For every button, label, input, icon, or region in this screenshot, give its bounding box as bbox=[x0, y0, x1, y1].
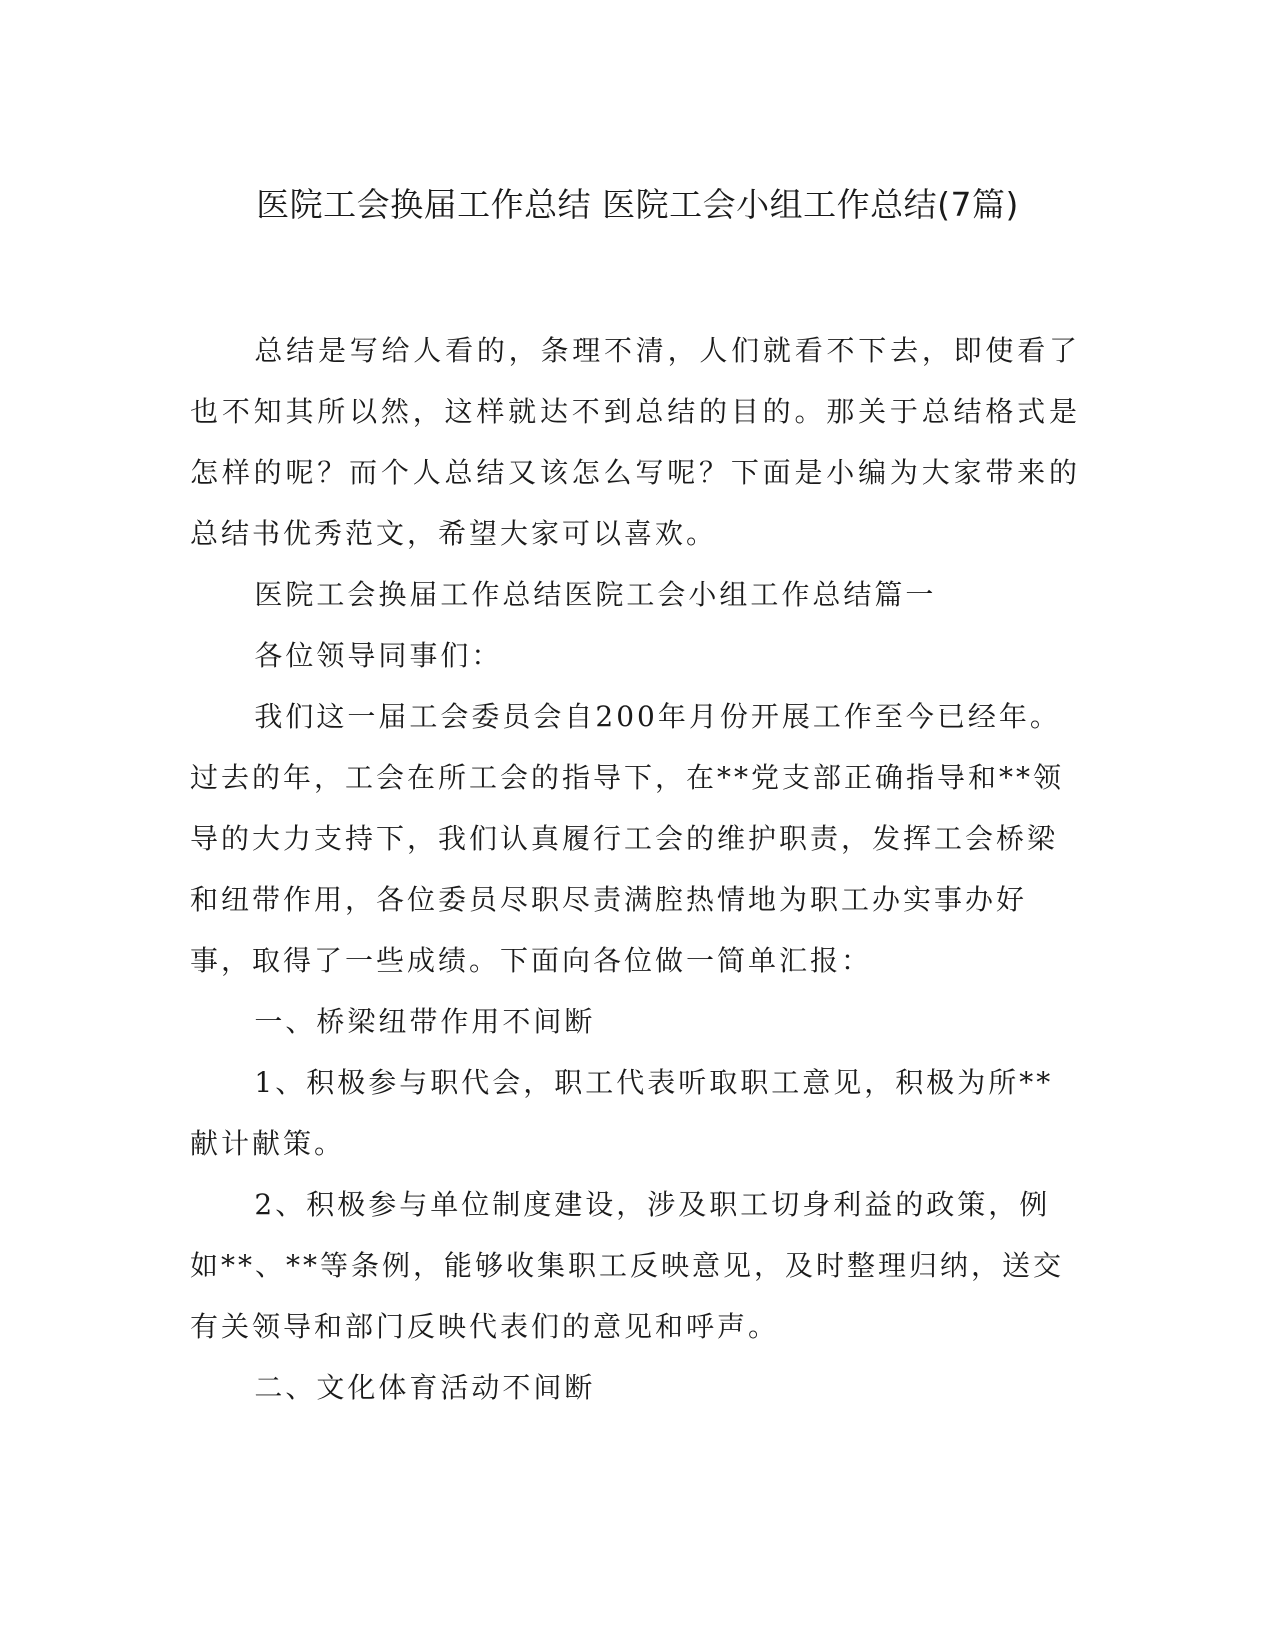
document-title: 医院工会换届工作总结 医院工会小组工作总结(7篇) bbox=[256, 185, 1019, 224]
section-heading: 医院工会换届工作总结医院工会小组工作总结篇一 bbox=[254, 578, 937, 611]
salutation: 各位领导同事们： bbox=[254, 639, 503, 672]
document-body bbox=[190, 320, 1080, 1418]
list-item: 1、积极参与职代会，职工代表听取职工意见，积极为所**献计献策。 bbox=[190, 1066, 1054, 1160]
body-paragraph: 我们这一届工会委员会自200年月份开展工作至今已经年。过去的年，工会在所工会的指导下，在**党支部正确指导和**领导的大力支持下，我们认真履行工会的维护职责，发挥工会桥梁和纽带作用，各位委员尽职尽责满腔热情地为职工办实事办好事，取得了一些成绩。下面向各位做一简单汇报： bbox=[190, 700, 1065, 977]
subheading: 一、桥梁纽带作用不间断 bbox=[254, 1005, 596, 1038]
subheading: 二、文化体育活动不间断 bbox=[254, 1371, 596, 1404]
intro-paragraph: 总结是写给人看的，条理不清，人们就看不下去，即使看了也不知其所以然，这样就达不到总结的目的。那关于总结格式是怎样的呢？而个人总结又该怎么写呢？下面是小编为大家带来的总结书优秀范文，希望大家可以喜欢。 bbox=[190, 334, 1080, 550]
list-item: 2、积极参与单位制度建设，涉及职工切身利益的政策，例如**、**等条例，能够收集职工反映意见，及时整理归纳，送交有关领导和部门反映代表们的意见和呼声。 bbox=[190, 1188, 1065, 1343]
